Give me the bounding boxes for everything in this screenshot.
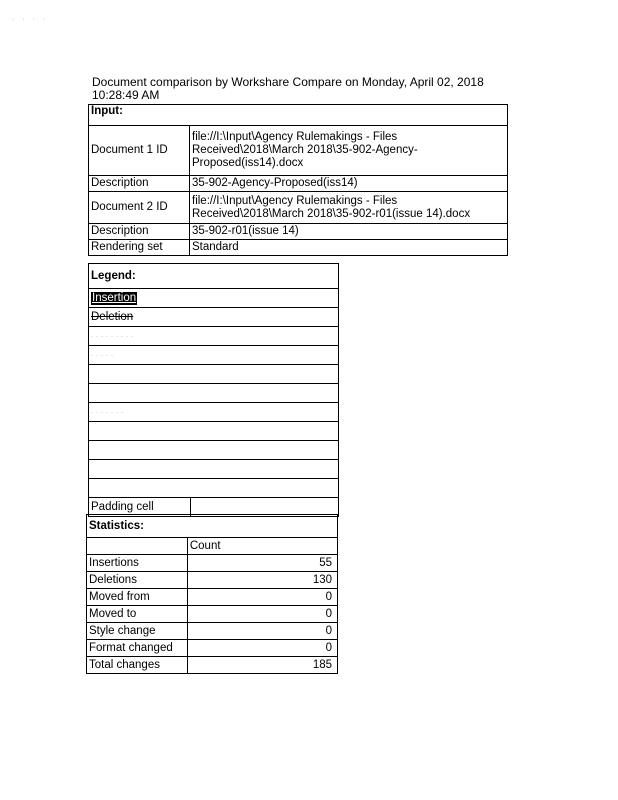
statistics-label: Total changes [87,657,188,674]
legend-blank-row [89,479,339,498]
scan-artifact: ···· [12,16,54,23]
input-table [88,104,508,256]
legend-blank-row [89,441,339,460]
header-line-2: 10:28:49 AM [92,88,160,102]
input-label: Description [89,176,190,192]
statistics-count: 0 [187,640,337,657]
legend-blank-row [89,365,339,384]
statistics-label: Insertions [87,555,188,572]
legend-blank-row [89,422,339,441]
input-label: Rendering set [89,240,190,256]
legend-title: Legend: [89,264,339,289]
input-title: Input: [89,105,508,126]
statistics-count: 0 [187,589,337,606]
statistics-label: Format changed [87,640,188,657]
input-value: Standard [190,240,508,256]
legend-faint-row: ········· [91,333,136,340]
legend-blank-row [89,384,339,403]
statistics-count-header: Count [187,538,337,555]
input-label: Document 2 ID [89,192,190,224]
statistics-label: Moved from [87,589,188,606]
legend-padding-cell: Padding cell [89,498,191,517]
input-value: 35-902-r01(issue 14) [190,224,508,240]
legend-faint-row: ····· [91,352,116,359]
statistics-count: 55 [187,555,337,572]
input-value: file://I:\Input\Agency Rulemakings - Files Received\2018\March 2018\35-902-r01(issue 14).docx [190,192,508,224]
input-value: file://I:\Input\Agency Rulemakings - Files Received\2018\March 2018\35-902-Agency-Proposed(iss14).docx [190,126,508,176]
statistics-count: 0 [187,606,337,623]
statistics-count: 130 [187,572,337,589]
legend-table [88,263,339,517]
statistics-label: Moved to [87,606,188,623]
header-line-1: Document comparison by Workshare Compare on Monday, April 02, 2018 [92,75,484,89]
statistics-label: Style change [87,623,188,640]
statistics-count: 185 [187,657,337,674]
document-header [92,76,512,102]
statistics-count: 0 [187,623,337,640]
legend-insertion-sample: Insertion [92,291,137,304]
legend-blank-row [89,460,339,479]
statistics-blank-header [87,538,188,555]
input-label: Document 1 ID [89,126,190,176]
statistics-title: Statistics: [87,515,338,538]
input-value: 35-902-Agency-Proposed(iss14) [190,176,508,192]
input-label: Description [89,224,190,240]
statistics-label: Deletions [87,572,188,589]
legend-deletion-sample: Deletion [91,310,134,323]
statistics-table [86,514,338,674]
legend-faint-row: ······· [91,409,126,416]
